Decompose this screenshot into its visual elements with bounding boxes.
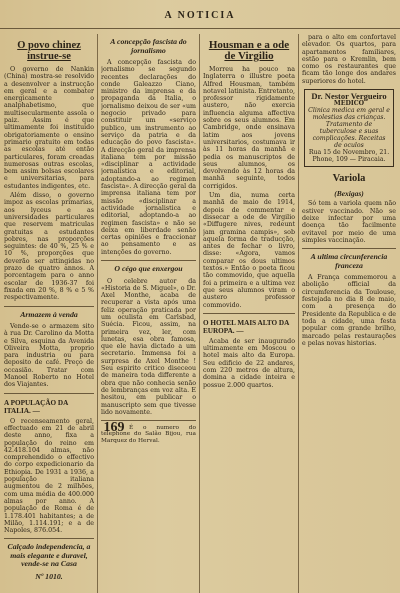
article-headline-housman: Housman e a ode de Virgilio — [208, 39, 290, 62]
column-3 — [203, 34, 295, 593]
article-headline-variola: Variola — [332, 173, 366, 185]
article-headline-circunferencia: A ultima circunferencia franceza — [310, 252, 388, 270]
article-paragraph: Além disso, o governo impoz as escolas primarias, aos lyceus e as universidades particulares que reservem matriculas gratuitas a estudantes pobres, nas proporções seguintes: de 40 %, 25 % e 10 %, proporções que deverão ser attingidas no prazo de quatro annos. A porcentagem para o anno escolar de 1936-37 foi fixada em 20 %, 8 % e 5 % respectivamente. — [4, 192, 94, 302]
article-paragraph: Acaba de ser inaugurado ultimamente em Moscou o hotel mais alto da Europa. Seu edificio de 22 andares, com 220 metros de altura, domina a cidade inteira e possue 2.000 quartos. — [203, 337, 295, 389]
ad-doctor — [304, 89, 394, 167]
ad-number: Nº 1010. — [35, 571, 63, 581]
ad-doctor-address: Rua 15 de Novembro, 21. Phone, 109 — Piracaia. — [308, 149, 390, 164]
divider — [4, 306, 94, 307]
article-paragraph: O recenseamento geral, effectuado em 21 de abril deste anno, fixa a população do reino em 42.418.104 almas, não comprehendido o effectivo do corpo expedicionario da Ethiopia. De 1931 a 1936, a população italiana augmentou de 2 milhões, com uma média de 400.000 almas por anno. A população de Roma é de 1.178.401 habitantes; a de Milão, 1.114.191; e a de Napoles, 876.054. — [4, 417, 94, 535]
article-paragraph: O governo de Nankin (China) mostra-se resolvido a desenvolver a instrucção em geral e a combater energicamente o analphabetismo, que multisecularmente assola o paiz. Assim é que ultimamente foi instituido obrigatoriamente o ensino primario gratuito em todas as escolas até então particulares, foram creadas numerosas outras escolas, bem assim bolsas escolares e universitarias, para estudantes indigentes, etc. — [4, 66, 94, 190]
article-subhead-bexigas: (Bexigas) — [334, 189, 364, 199]
newspaper-title: A NOTICIA — [164, 10, 236, 21]
divider — [203, 313, 295, 314]
ad-calcado: Calçado independencia, a mais elegante e duravel, vende-se na Casa — [7, 542, 91, 569]
divider — [4, 538, 94, 539]
article-paragraph: Vende-se o armazem sito à rua Dr. Carolino da Motta e Silva, esquina da Avenida Oliveira Motta, proprio para industria ou para deposito de café. Preço de occasião. Tratar com Manoel Roberto no Hotel dos Viajantes. — [4, 323, 94, 389]
article-headline-italia: A POPULAÇÃO DA ITALIA. — — [4, 398, 68, 416]
article-paragraph: para o alto em confortavel elevador. Os quartos, para apartamentos familiares, estão para o Kremlin, bem como os restaurantes que ficam tão longe dos andares superiores do hotel. — [302, 34, 396, 85]
column-rule — [97, 34, 98, 593]
ad-doctor-body: Clinica medica em geral e molestias das crianças. Tratamento de tuberculose e suas complicações. Receitas de oculos — [308, 107, 390, 150]
article-paragraph: Morreu ha pouco na Inglaterra o illustre poeta Alfred Housman, também notavel latinista. Entretanto, professor rigidamente austero, não exercia influencia alguma affectiva sobre os seus alumnos. Em Cambridge, onde ensinava latim aos jovens universitarios, costumava ir às 11 horas da manhã e pedia os manuscriptos de seus alumnos, os devolvendo às 12 horas da manhã seguinte, todos corrigidos. — [203, 66, 295, 190]
column-2 — [101, 34, 196, 593]
column-rule — [199, 34, 200, 593]
ad-salao-bijou — [101, 420, 196, 444]
ad-text: É o numero do telephone do Salão Bijou, rua Marquez do Herval. — [101, 425, 196, 444]
article-headline-hotel: O HOTEL MAIS ALTO DA EUROPA. — — [203, 318, 289, 336]
article-paragraph: A concepção fascista do jornalismo se segundo recentes declarações do conde Galeazzo Ciano, ministro da imprensa e da propaganda da Italia, o jornalismo deixou de ser «um negocio privado para constituir um «serviço publico, um instrumento ao serviço da patria e da educação do povo fascista». A direcção geral da imprensa italiana tem por missão «disciplinar a actividade jornalistica e editorial, adoptando-a ao regimen fascista». A direcção geral da imprensa italiana tem por missão «disciplinar a actividade jornalistica e editorial, adoptando-a ao regimen fascista» e não se deixa em liberdade senão certas opiniões e fraccionar ao pensamento e as intenções do governo. — [101, 59, 196, 256]
ad-phone-number: 169 — [103, 420, 125, 436]
masthead — [0, 0, 400, 29]
article-headline-china: O povo chinez instrue-se — [17, 40, 81, 62]
article-paragraph: O celebre autor da «Historia de S. Miguel», o Dr. Axel Monthe, acaba de recuperar a vista após uma feliz operação praticada por um oculista em Carlsbad, Suécia. Ficou, assim, na primeira vez, ler, com lunetas, esa obra famosa, que ele havia dictado a um secretario. Immensa foi a surpresa de Axel Monthe ! Seu espirito critico diseceou de maneira toda differente a obra que não conhecia senão de lembranças em voz alta. E hesitou, em publicar o manuscripto sem que tivesse lido novamente. — [101, 277, 196, 416]
divider — [101, 260, 196, 261]
column-4 — [302, 34, 396, 593]
column-1 — [4, 34, 94, 593]
divider — [4, 393, 94, 394]
article-paragraph: A França commemorou a abolição official da circumferencia da Toulouse, festejada no dia 8 de maio, com a presença do Presidente da Republica e de toda a cidade, uma festa popular com grande brilho, marcado pelas restaurações e pelas novas historias. — [302, 274, 396, 347]
article-headline-armazem: Armazem à venda — [20, 309, 78, 319]
article-paragraph: Um dia, numa certa manhã de maio de 1914, depois de commentar e dissecar a ode de Virgilio «Diffugere nives, redeunt jam gramina campis», sob aquela forma de traducção, antes de fechar o livro, disse: «Agora, vamos comparar os dous ultimos textos.» Então o poeta ficou tão commovido, que aquella foi a primeira e a ultima vez que seus alumnos viram o austero professor commovido. — [203, 192, 295, 309]
article-headline-cego: O cégo que enxergou — [114, 264, 183, 274]
ad-doctor-name: Dr. Nestor Vergueiro — [311, 91, 387, 102]
ad-doctor-role: MEDICO — [333, 100, 365, 108]
divider — [302, 248, 396, 249]
article-paragraph: Só tem a variola quem não estiver vaccinado. Não se deixe infectar por uma doença tão facilmente evitavel por meio de uma simples vaccinação. — [302, 200, 396, 244]
column-rule — [298, 34, 299, 593]
article-headline-fascista: A concepção fascista do jornalismo — [110, 37, 187, 55]
